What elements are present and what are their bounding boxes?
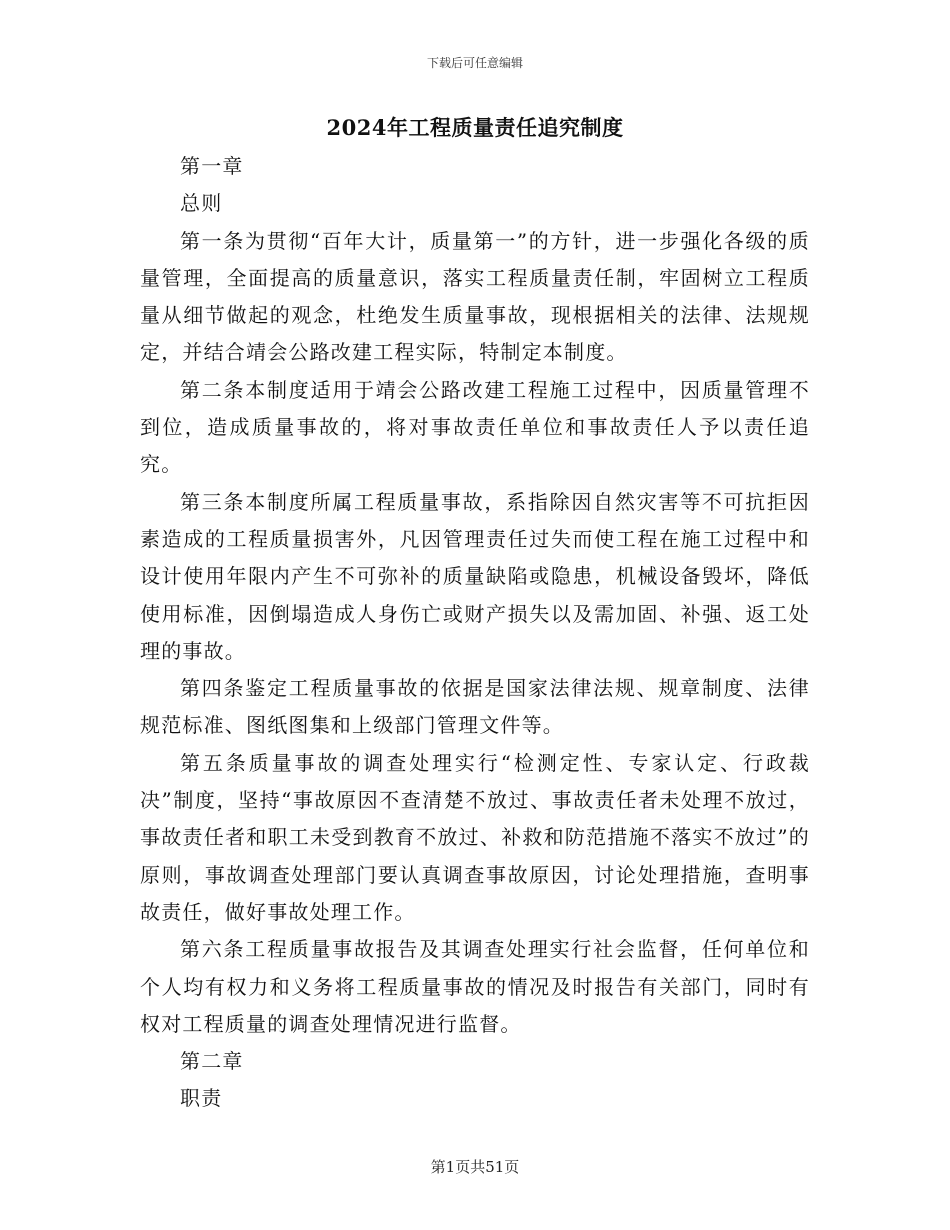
chapter-heading: 第一章 <box>180 154 244 178</box>
section-heading: 总则 <box>180 191 223 216</box>
article-paragraph: 第一条为贯彻“百年大计，质量第一”的方针，进一步强化各级的质量管理，全面提高的质量意识，落实工程质量责任制，牢固树立工程质量从细节做起的观念，杜绝发生质量事故，现根据相关的法律、法规规定，并结合靖会公路改建工程实际，特制定本制度。 <box>140 228 810 365</box>
document-body <box>140 148 810 1118</box>
article-paragraph: 第五条质量事故的调查处理实行“检测定性、专家认定、行政裁决”制度，坚持“事故原因不查清楚不放过、事故责任者未处理不放过，事故责任者和职工未受到教育不放过、补救和防范措施不落实不放过”的原则，事故调查处理部门要认真调查事故原因，讨论处理措施，查明事故责任，做好事故处理工作。 <box>140 750 810 924</box>
article-paragraph: 第二条本制度适用于靖会公路改建工程施工过程中，因质量管理不到位，造成质量事故的，将对事故责任单位和事故责任人予以责任追究。 <box>140 377 810 477</box>
document-title: 2024年工程质量责任追究制度 <box>326 115 624 140</box>
page-number: 第1页共51页 <box>430 1158 520 1176</box>
chapter-heading: 第二章 <box>180 1049 244 1074</box>
section-heading: 职责 <box>180 1086 223 1111</box>
header-note: 下载后可任意编辑 <box>426 56 523 70</box>
article-paragraph: 第四条鉴定工程质量事故的依据是国家法律法规、规章制度、法律规范标准、图纸图集和上级部门管理文件等。 <box>140 676 810 738</box>
article-paragraph: 第六条工程质量事故报告及其调查处理实行社会监督，任何单位和个人均有权力和义务将工程质量事故的情况及时报告有关部门，同时有权对工程质量的调查处理情况进行监督。 <box>140 937 810 1036</box>
article-paragraph: 第三条本制度所属工程质量事故，系指除因自然灾害等不可抗拒因素造成的工程质量损害外，凡因管理责任过失而使工程在施工过程中和设计使用年限内产生不可弥补的质量缺陷或隐患，机械设备毁坏，降低使用标准，因倒塌造成人身伤亡或财产损失以及需加固、补强、返工处理的事故。 <box>140 489 810 663</box>
